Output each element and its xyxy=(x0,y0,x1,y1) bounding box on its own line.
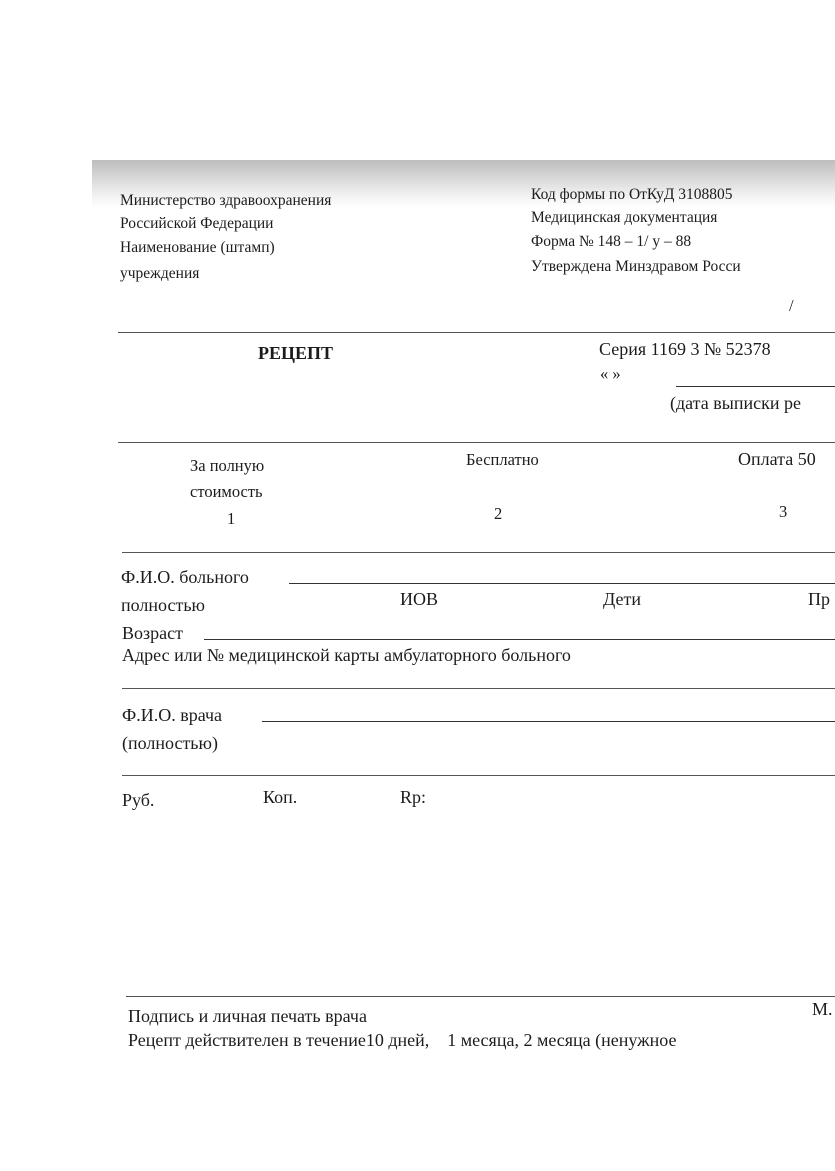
address-label: Адрес или № медицинской карты амбулаторного больного xyxy=(122,645,571,665)
form-number-line: Форма № 148 – 1/ у – 88 xyxy=(531,233,692,250)
divider-3 xyxy=(122,552,835,553)
doctor-name-label: Ф.И.О. врача xyxy=(122,705,223,725)
category-iov: ИОВ xyxy=(400,589,439,609)
rp-label: Rp: xyxy=(400,787,427,807)
category-children: Дети xyxy=(603,589,641,609)
age-label: Возраст xyxy=(122,623,183,643)
doctor-name-sub: (полностью) xyxy=(122,733,218,753)
approved-line: Утверждена Минздравом Росси xyxy=(531,258,741,275)
payment-50-number: 3 xyxy=(779,502,788,521)
payment-free-label: Бесплатно xyxy=(466,450,539,469)
date-underline[interactable] xyxy=(676,386,835,387)
payment-full-label-1: За полную xyxy=(190,456,265,475)
slash-mark: / xyxy=(789,296,794,315)
payment-50-label: Оплата 50 xyxy=(738,449,816,469)
signature-label: Подпись и личная печать врача xyxy=(128,1006,367,1026)
patient-name-field[interactable] xyxy=(289,583,835,584)
form-code-line: Код формы по ОтКуД 3108805 xyxy=(531,186,733,203)
date-caption: (дата выписки ре xyxy=(670,393,801,413)
payment-full-number: 1 xyxy=(227,509,236,528)
validity-text: Рецепт действителен в течение10 дней, 1 месяца, 2 месяца (ненужное xyxy=(128,1030,677,1050)
kop-label: Коп. xyxy=(263,787,298,807)
rub-label: Руб. xyxy=(122,790,155,810)
ministry-line-1: Министерство здравоохранения xyxy=(120,192,332,209)
ministry-line-4: учреждения xyxy=(120,265,200,282)
divider-6 xyxy=(126,996,835,997)
payment-full-label-2: стоимость xyxy=(190,482,263,501)
doc-type-line: Медицинская документация xyxy=(531,209,718,226)
stamp-mp-label: М. xyxy=(812,999,833,1019)
ministry-line-2: Российской Федерации xyxy=(120,215,274,232)
doctor-name-field[interactable] xyxy=(262,721,835,722)
divider-2 xyxy=(118,442,835,443)
payment-free-number: 2 xyxy=(494,504,503,523)
patient-name-sub: полностью xyxy=(121,595,205,615)
ministry-line-3: Наименование (штамп) xyxy=(120,239,275,256)
divider-1 xyxy=(118,332,835,333)
date-quotes: « » xyxy=(600,364,621,383)
age-field[interactable] xyxy=(204,639,835,640)
divider-4 xyxy=(122,688,835,689)
divider-5 xyxy=(122,775,835,776)
category-other: Пр xyxy=(808,589,830,609)
prescription-title: РЕЦЕПТ xyxy=(258,343,334,363)
patient-name-label: Ф.И.О. больного xyxy=(121,567,249,587)
series-number: Серия 1169 3 № 52378 xyxy=(599,339,771,359)
